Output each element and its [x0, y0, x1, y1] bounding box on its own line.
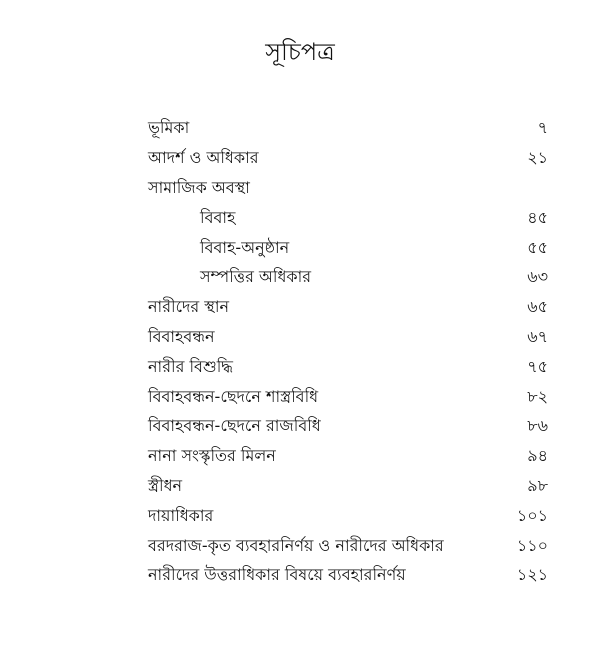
toc-entry-page: ৮২ [527, 386, 548, 406]
toc-entry-label: নারীদের উত্তরাধিকার বিষয়ে ব্যবহারনির্ণয় [148, 565, 406, 585]
toc-entry-label: বরদরাজ-কৃত ব্যবহারনির্ণয় ও নারীদের অধিকার [148, 535, 444, 555]
toc-entry [148, 233, 548, 263]
toc-entry-page: ৪৫ [527, 207, 548, 227]
toc-entry [148, 472, 548, 502]
toc-entry [148, 412, 548, 442]
toc-entry [148, 501, 548, 531]
toc-entry [148, 323, 548, 353]
toc-entry [148, 263, 548, 293]
toc-entry-label: স্ত্রীধন [148, 475, 183, 495]
toc-entry-label: সম্পত্তির অধিকার [200, 267, 312, 287]
toc-entry-page: ৭ [537, 118, 548, 138]
toc-entry [148, 174, 548, 204]
toc-entry-page: ৯৪ [527, 446, 548, 466]
toc-entry-page: ৬৫ [527, 297, 548, 317]
toc-entry [148, 382, 548, 412]
toc-entry-label: বিবাহবন্ধন-ছেদনে শাস্ত্রবিধি [148, 386, 319, 406]
toc-entry-page: ৬৭ [527, 326, 548, 346]
toc-entry-label: বিবাহ [200, 207, 236, 227]
toc-entry [148, 442, 548, 472]
table-of-contents [148, 114, 548, 591]
toc-entry-page: ১২১ [516, 565, 548, 585]
toc-entry-label: নারীর বিশুদ্ধি [148, 356, 234, 376]
toc-entry [148, 561, 548, 591]
toc-entry [148, 352, 548, 382]
toc-entry [148, 144, 548, 174]
toc-entry-label: বিবাহবন্ধন-ছেদনে রাজবিধি [148, 416, 321, 436]
toc-entry-label: দায়াধিকার [148, 505, 214, 525]
toc-entry-page: ৮৬ [527, 416, 548, 436]
toc-entry [148, 203, 548, 233]
toc-entry [148, 531, 548, 561]
toc-entry-page: ১০১ [516, 505, 548, 525]
toc-entry-label: নানা সংস্কৃতির মিলন [148, 446, 276, 466]
toc-entry-label: বিবাহ-অনুষ্ঠান [200, 237, 290, 257]
toc-entry-page: ১১০ [516, 535, 548, 555]
toc-entry-label: নারীদের স্থান [148, 297, 230, 317]
toc-entry-page: ৭৫ [527, 356, 548, 376]
toc-entry [148, 114, 548, 144]
toc-entry-label: ভূমিকা [148, 118, 190, 138]
toc-entry-page: ৫৫ [527, 237, 548, 257]
toc-entry-label: বিবাহবন্ধন [148, 326, 215, 346]
toc-entry-page: ৬৩ [527, 267, 548, 287]
toc-entry-page: ৯৮ [527, 475, 548, 495]
page-title: সূচিপত্র [265, 38, 335, 66]
toc-entry-label: সামাজিক অবস্থা [148, 177, 250, 197]
toc-entry [148, 293, 548, 323]
toc-entry-label: আদর্শ ও অধিকার [148, 148, 259, 168]
toc-entry-page: ২১ [527, 148, 548, 168]
